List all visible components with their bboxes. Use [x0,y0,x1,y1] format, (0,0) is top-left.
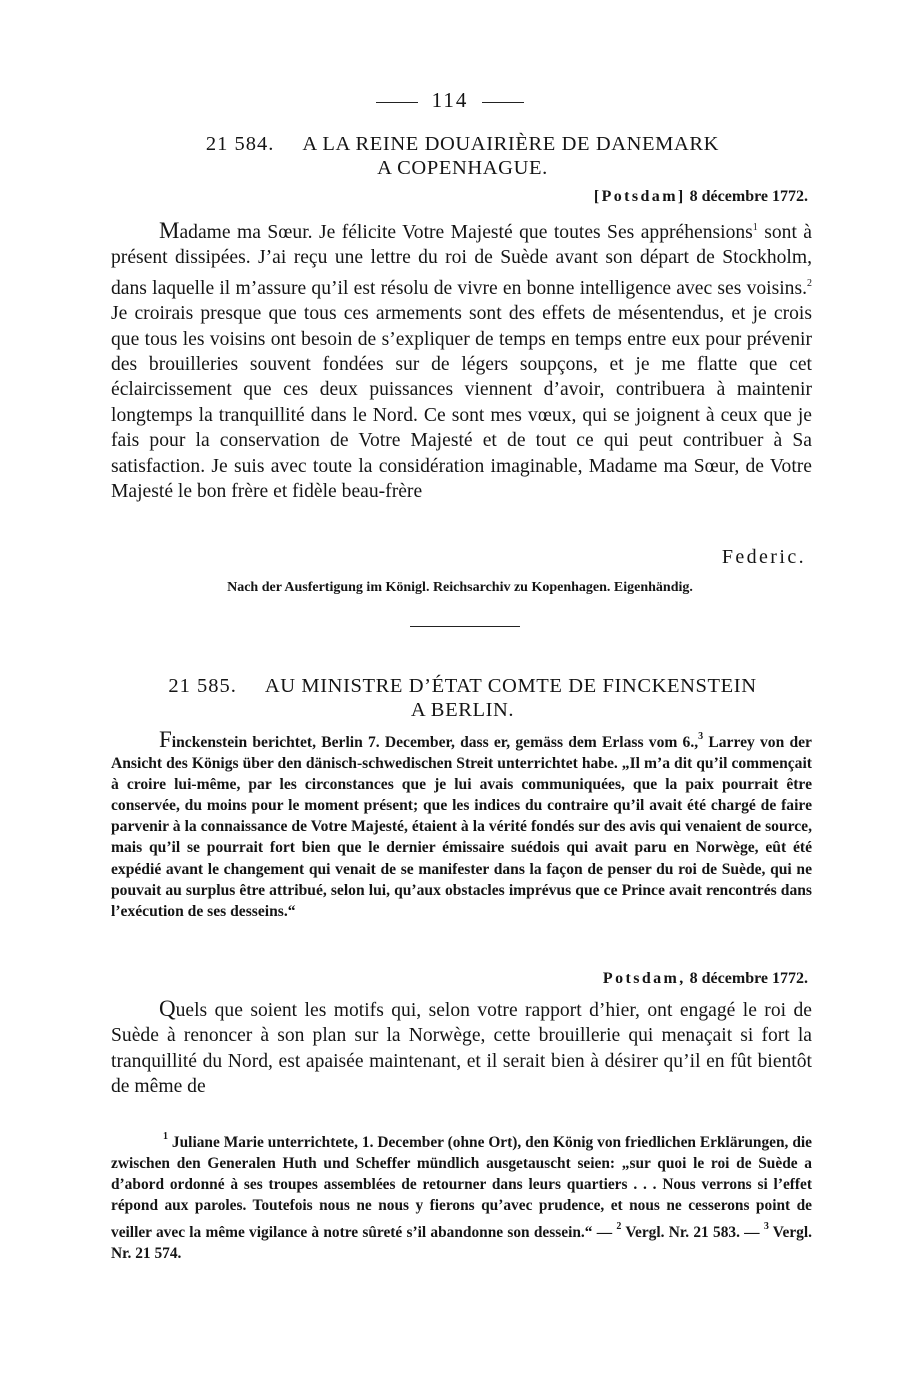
letter2-dateline-date: 8 décembre 1772. [689,970,808,987]
letter1-title-line1: A LA REINE DOUAIRIÈRE DE DANEMARK [302,133,720,155]
letter1-number: 21 584. [205,133,275,155]
footnote-ref-3: 3 [698,731,704,742]
letter2-number: 21 585. [168,675,237,697]
letter1-text-c: Je croirais presque que tous ces armements sont des effets de mésentendus, et je crois que tous les voisins ont besoin de s’expliquer de temps en temps entre eux pour prévenir des brouilleries souvent fondées sur de légers soupçons, et je me flatte que cet éclaircissement que ces deux puissances viennent d’avoir, contribuera à maintenir longtemps la tranquillité dans le Nord. Ce sont mes vœux, qui se joignent à ceux que je fais pour la conservation de Votre Majesté et de tout ce qui peut contribuer à Sa satisfaction. Je suis avec toute la considération imaginable, Madame ma Sœur, de Votre Majesté le bon frère et fidèle beau-frère [111,303,812,503]
letter2-dateline-place: Potsdam, [602,970,686,987]
letter2-summary-a: inckenstein berichtet, Berlin 7. December, dass er, gemäss dem Erlass vom 6., [171,734,699,751]
footnote-text-2: Vergl. Nr. 21 583. — [625,1224,760,1241]
page-number-text: 114 [431,88,469,112]
letter1-signature: Federic. [721,546,806,568]
letter2-title-line1: AU MINISTRE D’ÉTAT COMTE DE FINCKENSTEIN [264,675,757,697]
letter1-body [111,215,812,504]
letter2-dropcap: Q [159,996,176,1021]
letter2-heading-line1 [110,674,815,698]
footnote-marker-3: 3 [763,1221,769,1232]
footnote-marker-2: 2 [616,1221,622,1232]
letter1-title-line2: A COPENHAGUE. [377,157,548,179]
page-number-dash-right [482,102,524,103]
page-number [0,88,900,113]
page-number-dash-left [376,102,418,103]
footnote-ref-1: 1 [752,222,758,233]
letter1-heading-line1 [110,132,815,156]
letter1-dropcap: M [159,218,180,243]
letter2-text: uels que soient les motifs qui, selon votre rapport d’hier, ont engagé le roi de Suède à renoncer à son plan sur la Norwège, cette brouillerie qui menaçait si fort la tranquillité du Nord, est apaisée maintenant, et il serait bien à désirer qu’il en fût bientôt de même de [111,1000,812,1098]
letter2-summary-dropcap: F [159,727,172,752]
letter1-dateline [594,188,808,206]
letter1-dateline-place: [Potsdam] [593,188,686,205]
letter2-heading [110,674,815,722]
letter1-text-b: sont à présent dissipées. J’ai reçu une lettre du roi de Suède avant son départ de Stockholm, dans laquelle il m’assure qu’il est résolu de vivre en bonne intelligence avec ses voisins. [111,222,812,299]
letter2-title-line2: A BERLIN. [410,699,515,721]
footnote-marker-1: 1 [163,1131,168,1142]
letter2-dateline [603,970,808,988]
section-divider [410,626,520,627]
footnote-ref-2: 2 [807,277,812,289]
letter2-body [111,996,812,1100]
footnotes [111,1126,812,1264]
letter2-summary-b: Larrey von der Ansicht des Königs über den dänisch-schwedischen Streit unterrichtet habe. „Il m’a dit qu’il commençait à croire lui-même, par les circonstances que je lui avais communiquées, que la paix pourrait être conservée, du moins pour le moment présent; que les indices du contraire qu’il avait été chargé de faire parvenir à la connaissance de Votre Majesté, étaient à la vérité fondés sur des avis qui venaient de source, mais qu’il se pourrait fort bien que le dernier émissaire suédois qui avait paru en Norwège, eût été expédié avant le changement qui venait de se manifester dans la façon de penser du roi de Suède, qui ne pouvait au surplus être attribué, selon lui, qu’aux obstacles imprévus que ce Prince avait rencontrés dans l’exécution de ses desseins.“ [111,734,812,920]
letter2-summary [111,726,812,922]
footnote-text-1: Juliane Marie unterrichtete, 1. December (ohne Ort), den König von friedlichen Erklärungen, die zwischen den Generalen Huth und Scheffer mündlich ausgetauscht seien: „sur quoi le roi de Suède a d’abord ordonné à ses troupes assemblées de retourner dans leurs quartiers . . . Nous verrons si l’effet répond aux paroles. Toutefois nous ne nous y fierons qu’avec prudence, et nous ne cesserons point de veiller avec la même vigilance à notre sûreté s’il abandonne son dessein.“ — [111,1134,812,1241]
letter1-source-note: Nach der Ausfertigung im Königl. Reichsarchiv zu Kopenhagen. Eigenhändig. [227,580,693,595]
letter1-text-a: adame ma Sœur. Je félicite Votre Majesté que toutes Ses appréhensions [179,222,753,243]
letter1-dateline-date: 8 décembre 1772. [689,188,808,205]
letter1-heading [110,132,815,180]
footnote-text-3: Vergl. Nr. 21 574. [111,1224,812,1262]
